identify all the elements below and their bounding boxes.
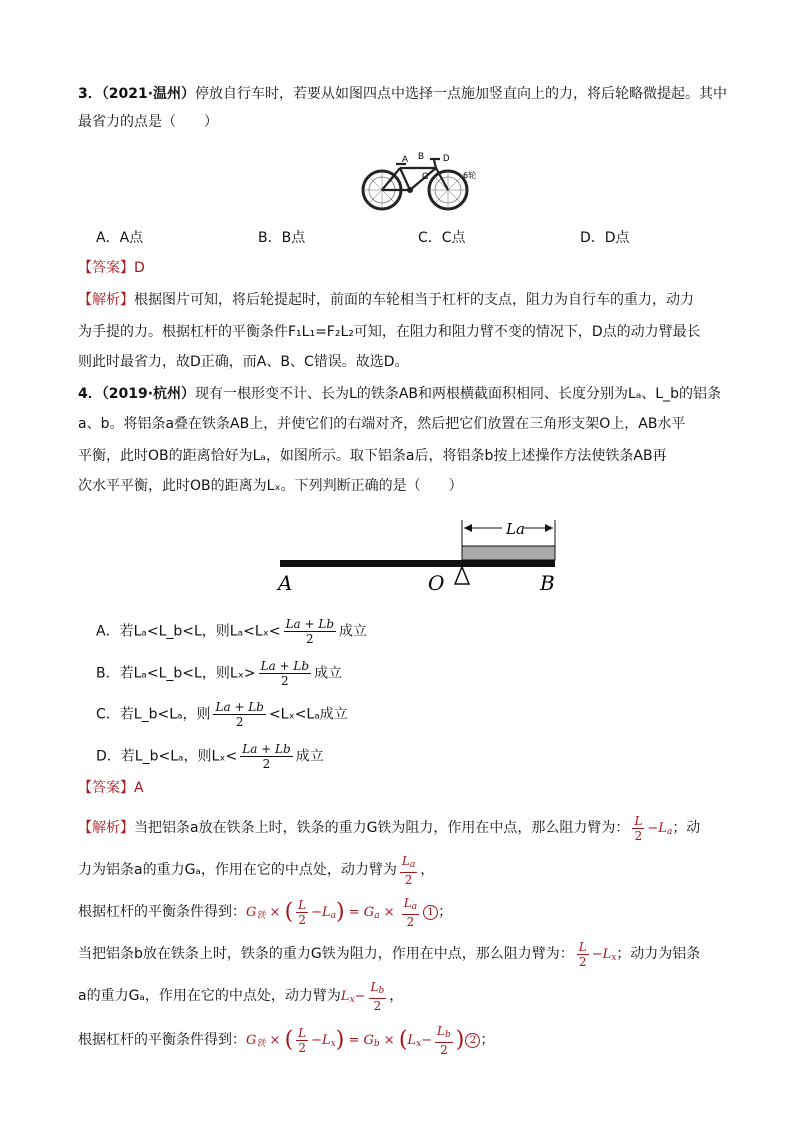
fraction: $\frac{La + Lb}{2}$ — [215, 700, 264, 729]
fulcrum-label-o: O — [428, 571, 445, 595]
q4-analysis-line2: 力为铝条a的重力Gₐ，作用在它的中点处，动力臂为 $\frac{L_a}{2}$ ， — [78, 854, 435, 887]
q4-analysis-line5: a的重力Gₐ，作用在它的中点处，动力臂为$L_x-$ $\frac{L_b}{2}$ ， — [78, 980, 404, 1013]
question-source: （2019·杭州） — [101, 386, 196, 402]
q3-analysis-line1: 【解析】根据图片可知，将后轮提起时，前面的车轮相当于杠杆的支点，阻力为自行车的重力，动力 — [78, 292, 694, 308]
circled-number-2: 2 — [465, 1033, 480, 1048]
q4-analysis-line3: 根据杠杆的平衡条件得到：$G_铁$ × ( $\frac{L}{2}$ $-L_a) = G_a$ × $\frac{L_a}{2}$ 1 ； — [78, 896, 453, 929]
question-source: （2021·温州） — [101, 86, 196, 102]
la-label: La — [506, 520, 525, 538]
q4-option-b[interactable]: B．若Lₐ<L_b<L，则Lₓ> $\frac{La + Lb}{2}$ 成立 — [96, 659, 343, 688]
q4-analysis-line1: 【解析】当把铝条a放在铁条上时，铁条的重力G铁为阻力，作用在中点，那么阻力臂为： $\frac{L}{2}$ $-L_a$；动 — [78, 814, 701, 843]
point-label-d: D — [443, 153, 450, 163]
fraction: $\frac{La + Lb}{2}$ — [242, 742, 291, 771]
q4-stem-line3: 平衡，此时OB的距离恰好为Lₐ，如图所示。取下铝条a后，将铝条b按上述操作方法使铁条AB再 — [78, 448, 667, 464]
end-label-b: B — [540, 571, 555, 595]
q3-option-a[interactable]: A．A点 — [96, 230, 144, 246]
q4-stem-line1: 4．（2019·杭州）现有一根形变不计、长为L的铁条AB和两根横截面积相同、长度分别为Lₐ、L_b的铝条 — [78, 386, 721, 402]
q4-option-d[interactable]: D．若L_b<Lₐ，则Lₓ< $\frac{La + Lb}{2}$ 成立 — [96, 742, 324, 771]
lever-figure — [276, 518, 566, 596]
q3-analysis-line3: 则此时最省力，故D正确，而A、B、C错误。故选D。 — [78, 354, 409, 370]
q4-analysis-line6: 根据杠杆的平衡条件得到：$G_铁$ × ( $\frac{L}{2}$ $-L_x) = G_b \times (L_x-$ $\frac{L_b}{2}$ ) 2 ； — [78, 1024, 495, 1057]
question-number: 3 — [78, 86, 88, 102]
q4-option-a[interactable]: A．若Lₐ<L_b<L，则Lₐ<Lₓ< $\frac{La + Lb}{2}$ 成立 — [96, 617, 368, 646]
q3-option-b[interactable]: B．B点 — [258, 230, 306, 246]
q4-answer: 【答案】A — [78, 780, 144, 796]
circled-number-1: 1 — [423, 905, 438, 920]
point-label-a: A — [402, 154, 409, 164]
point-label-c: C — [422, 171, 429, 181]
point-label-b: B — [418, 151, 425, 161]
wheel-label: 6轮 — [463, 171, 477, 180]
q3-stem-line1: 3．（2021·温州）停放自行车时，若要从如图四点中选择一点施加竖直向上的力，将后轮略微提起。其中 — [78, 86, 728, 102]
q4-stem-line2: a、b。将铝条a叠在铁条AB上，并使它们的右端对齐，然后把它们放置在三角形支架O上，AB水平 — [78, 416, 686, 432]
fraction: $\frac{La + Lb}{2}$ — [260, 659, 310, 688]
q3-analysis-line2: 为手提的力。根据杠杆的平衡条件F₁L₁=F₂L₂可知，在阻力和阻力臂不变的情况下，D点的动力臂最长 — [78, 324, 701, 340]
q3-stem-line2: 最省力的点是（ ） — [78, 114, 218, 130]
end-label-a: A — [278, 571, 293, 595]
q3-answer: 【答案】D — [78, 260, 145, 276]
q4-analysis-line4: 当把铝条b放在铁条上时，铁条的重力G铁为阻力，作用在中点，那么阻力臂为： $\frac{L}{2}$ $-L_x$；动力为铝条 — [78, 940, 701, 969]
bicycle-figure — [360, 148, 490, 212]
q4-option-c[interactable]: C．若L_b<Lₐ，则 $\frac{La + Lb}{2}$ <Lₓ<Lₐ成立 — [96, 700, 348, 729]
q3-option-c[interactable]: C．C点 — [418, 230, 466, 246]
q3-option-d[interactable]: D．D点 — [580, 230, 630, 246]
question-number: 4 — [78, 386, 88, 402]
q4-stem-line4: 次水平平衡，此时OB的距离为Lₓ。下列判断正确的是（ ） — [78, 478, 463, 494]
fraction: $\frac{La + Lb}{2}$ — [285, 617, 335, 646]
